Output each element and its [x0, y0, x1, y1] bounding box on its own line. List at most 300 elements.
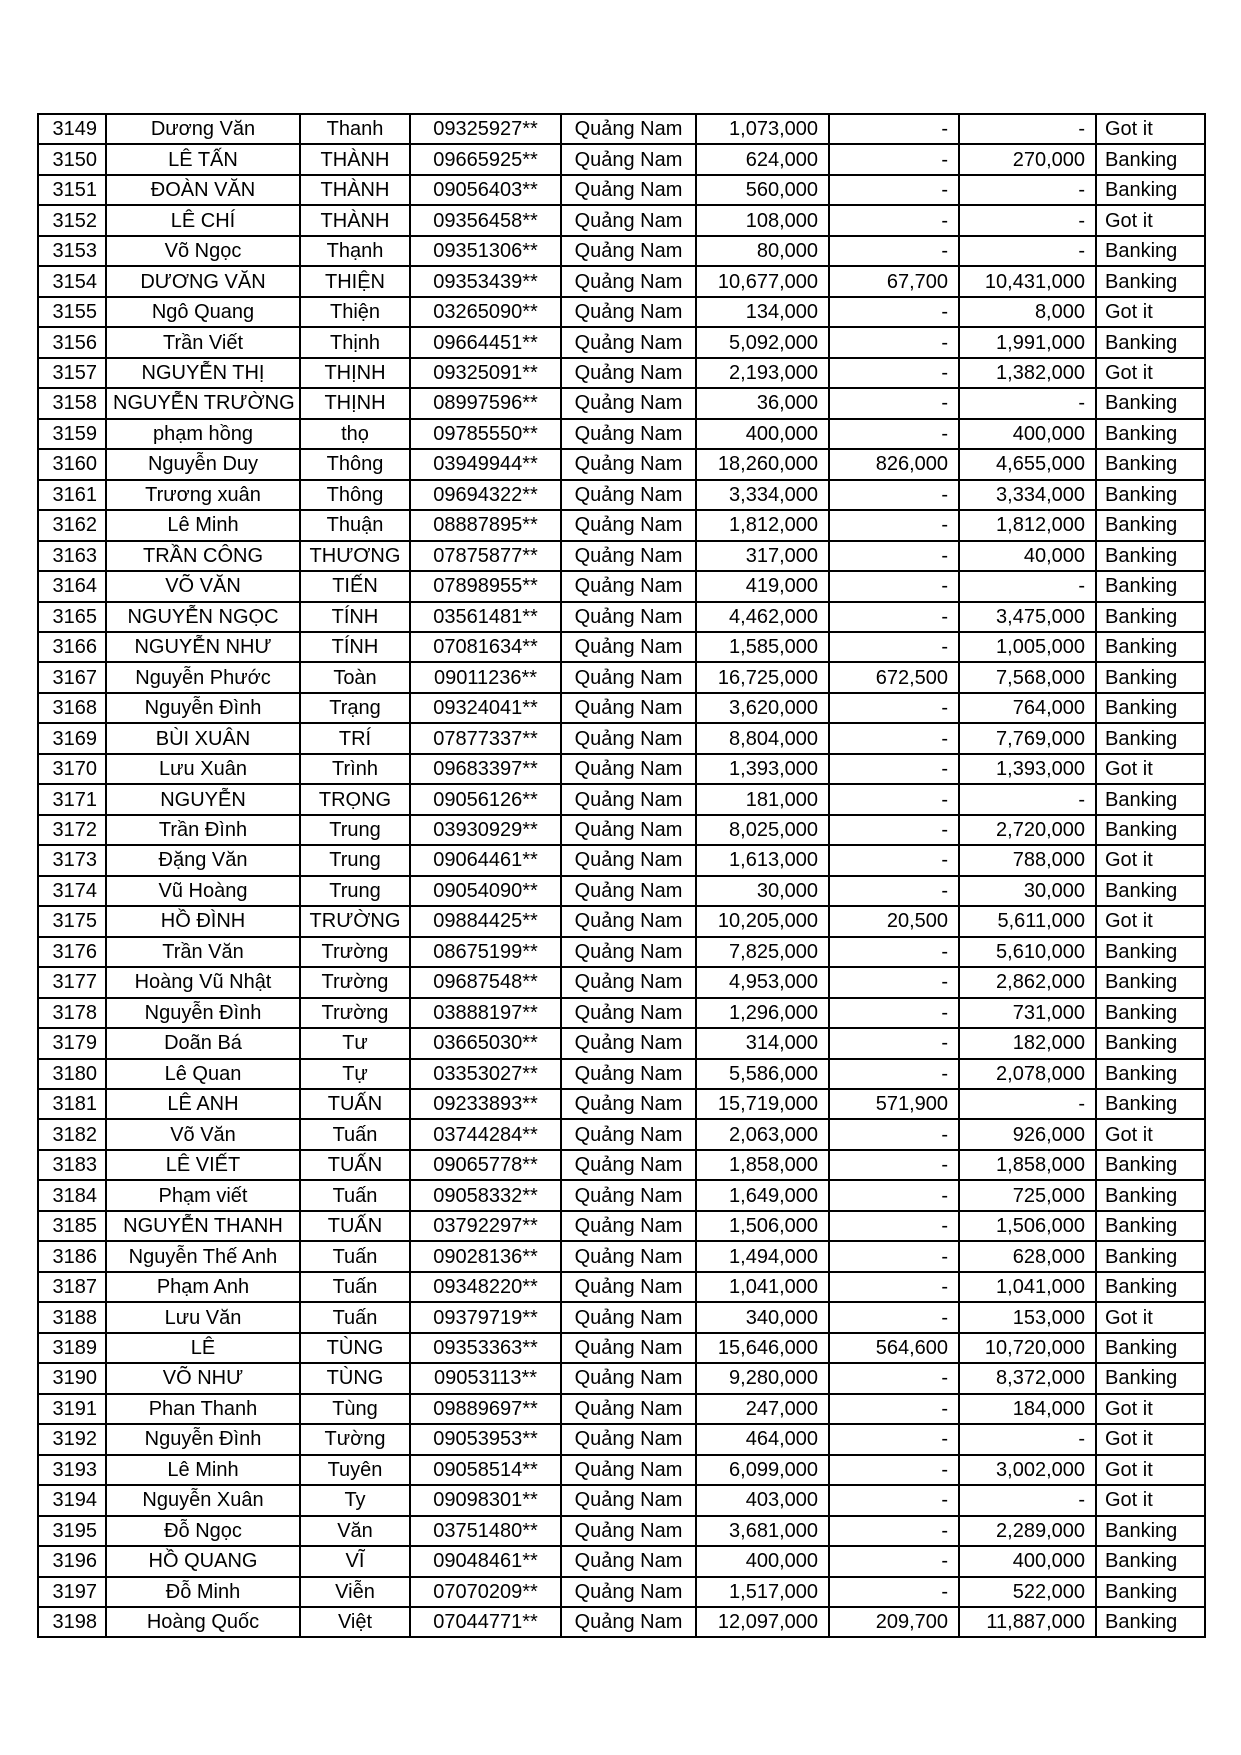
amount-3-cell: 1,393,000: [959, 754, 1096, 784]
row-id-cell: 3183: [38, 1150, 106, 1180]
amount-2-cell: -: [829, 937, 959, 967]
province-cell: Quảng Nam: [561, 876, 696, 906]
row-id-cell: 3158: [38, 388, 106, 418]
amount-2-cell: -: [829, 1485, 959, 1515]
amount-1-cell: 108,000: [696, 205, 829, 235]
phone-cell: 09785550**: [410, 419, 561, 449]
amount-3-cell: 153,000: [959, 1302, 1096, 1332]
row-id-cell: 3154: [38, 266, 106, 296]
province-cell: Quảng Nam: [561, 1272, 696, 1302]
amount-1-cell: 30,000: [696, 876, 829, 906]
payment-method-cell: Banking: [1096, 967, 1205, 997]
last-name-cell: Tuấn: [300, 1241, 410, 1271]
first-name-cell: NGUYỄN NHƯ: [106, 632, 300, 662]
last-name-cell: TÙNG: [300, 1363, 410, 1393]
amount-3-cell: 8,000: [959, 297, 1096, 327]
amount-2-cell: 564,600: [829, 1333, 959, 1363]
payment-method-cell: Banking: [1096, 571, 1205, 601]
first-name-cell: Nguyễn Duy: [106, 449, 300, 479]
amount-1-cell: 80,000: [696, 236, 829, 266]
row-id-cell: 3152: [38, 205, 106, 235]
last-name-cell: THỊNH: [300, 358, 410, 388]
phone-cell: 09351306**: [410, 236, 561, 266]
amount-3-cell: 725,000: [959, 1180, 1096, 1210]
table-row: [38, 1119, 1205, 1149]
last-name-cell: TIẾN: [300, 571, 410, 601]
first-name-cell: Võ Ngọc: [106, 236, 300, 266]
amount-3-cell: 1,858,000: [959, 1150, 1096, 1180]
amount-3-cell: 2,720,000: [959, 815, 1096, 845]
amount-1-cell: 1,073,000: [696, 114, 829, 144]
amount-1-cell: 5,092,000: [696, 327, 829, 357]
row-id-cell: 3173: [38, 845, 106, 875]
first-name-cell: Nguyễn Đình: [106, 998, 300, 1028]
row-id-cell: 3191: [38, 1394, 106, 1424]
table-row: [38, 876, 1205, 906]
row-id-cell: 3151: [38, 175, 106, 205]
amount-1-cell: 464,000: [696, 1424, 829, 1454]
amount-2-cell: 20,500: [829, 906, 959, 936]
table-row: [38, 1424, 1205, 1454]
row-id-cell: 3189: [38, 1333, 106, 1363]
phone-cell: 07070209**: [410, 1577, 561, 1607]
amount-2-cell: -: [829, 1424, 959, 1454]
amount-3-cell: 1,991,000: [959, 327, 1096, 357]
row-id-cell: 3195: [38, 1516, 106, 1546]
province-cell: Quảng Nam: [561, 967, 696, 997]
first-name-cell: NGUYỄN: [106, 784, 300, 814]
province-cell: Quảng Nam: [561, 236, 696, 266]
phone-cell: 09233893**: [410, 1089, 561, 1119]
table-row: [38, 998, 1205, 1028]
amount-2-cell: -: [829, 1119, 959, 1149]
amount-2-cell: -: [829, 297, 959, 327]
payment-method-cell: Banking: [1096, 236, 1205, 266]
phone-cell: 09348220**: [410, 1272, 561, 1302]
amount-3-cell: 5,611,000: [959, 906, 1096, 936]
province-cell: Quảng Nam: [561, 1455, 696, 1485]
row-id-cell: 3165: [38, 602, 106, 632]
first-name-cell: HỒ QUANG: [106, 1546, 300, 1576]
phone-cell: 09694322**: [410, 480, 561, 510]
first-name-cell: LÊ VIẾT: [106, 1150, 300, 1180]
table-row: [38, 419, 1205, 449]
payment-method-cell: Got it: [1096, 1455, 1205, 1485]
row-id-cell: 3177: [38, 967, 106, 997]
table-row: [38, 1272, 1205, 1302]
row-id-cell: 3178: [38, 998, 106, 1028]
amount-1-cell: 403,000: [696, 1485, 829, 1515]
province-cell: Quảng Nam: [561, 1607, 696, 1637]
first-name-cell: Đỗ Minh: [106, 1577, 300, 1607]
amount-2-cell: -: [829, 571, 959, 601]
amount-1-cell: 8,804,000: [696, 723, 829, 753]
first-name-cell: Nguyễn Đình: [106, 693, 300, 723]
amount-1-cell: 15,719,000: [696, 1089, 829, 1119]
first-name-cell: Võ Văn: [106, 1119, 300, 1149]
province-cell: Quảng Nam: [561, 998, 696, 1028]
row-id-cell: 3150: [38, 144, 106, 174]
table-row: [38, 266, 1205, 296]
last-name-cell: Trung: [300, 845, 410, 875]
table-row: [38, 906, 1205, 936]
phone-cell: 03665030**: [410, 1028, 561, 1058]
amount-2-cell: -: [829, 1150, 959, 1180]
province-cell: Quảng Nam: [561, 388, 696, 418]
last-name-cell: TRÍ: [300, 723, 410, 753]
row-id-cell: 3194: [38, 1485, 106, 1515]
payment-method-cell: Banking: [1096, 388, 1205, 418]
amount-3-cell: 764,000: [959, 693, 1096, 723]
amount-1-cell: 1,041,000: [696, 1272, 829, 1302]
amount-2-cell: -: [829, 1059, 959, 1089]
payment-method-cell: Banking: [1096, 510, 1205, 540]
last-name-cell: THIỆN: [300, 266, 410, 296]
row-id-cell: 3169: [38, 723, 106, 753]
phone-cell: 09379719**: [410, 1302, 561, 1332]
amount-2-cell: -: [829, 845, 959, 875]
first-name-cell: Nguyễn Xuân: [106, 1485, 300, 1515]
amount-1-cell: 1,393,000: [696, 754, 829, 784]
row-id-cell: 3179: [38, 1028, 106, 1058]
last-name-cell: THỊNH: [300, 388, 410, 418]
amount-2-cell: -: [829, 1241, 959, 1271]
amount-3-cell: 182,000: [959, 1028, 1096, 1058]
table-row: [38, 602, 1205, 632]
amount-3-cell: 1,812,000: [959, 510, 1096, 540]
province-cell: Quảng Nam: [561, 1119, 696, 1149]
payment-method-cell: Banking: [1096, 1150, 1205, 1180]
amount-2-cell: 571,900: [829, 1089, 959, 1119]
amount-2-cell: -: [829, 236, 959, 266]
table-row: [38, 175, 1205, 205]
province-cell: Quảng Nam: [561, 632, 696, 662]
payment-method-cell: Got it: [1096, 205, 1205, 235]
amount-2-cell: -: [829, 144, 959, 174]
data-sheet: [37, 113, 1204, 1638]
last-name-cell: Ty: [300, 1485, 410, 1515]
amount-3-cell: -: [959, 114, 1096, 144]
province-cell: Quảng Nam: [561, 1394, 696, 1424]
amount-3-cell: -: [959, 205, 1096, 235]
table-row: [38, 205, 1205, 235]
phone-cell: 03949944**: [410, 449, 561, 479]
row-id-cell: 3163: [38, 541, 106, 571]
row-id-cell: 3180: [38, 1059, 106, 1089]
last-name-cell: Trạng: [300, 693, 410, 723]
amount-3-cell: 10,431,000: [959, 266, 1096, 296]
amount-1-cell: 4,462,000: [696, 602, 829, 632]
last-name-cell: Trường: [300, 998, 410, 1028]
first-name-cell: Đặng Văn: [106, 845, 300, 875]
amount-2-cell: -: [829, 175, 959, 205]
phone-cell: 07081634**: [410, 632, 561, 662]
table-row: [38, 693, 1205, 723]
first-name-cell: Ngô Quang: [106, 297, 300, 327]
payment-method-cell: Got it: [1096, 845, 1205, 875]
payment-method-cell: Banking: [1096, 1028, 1205, 1058]
payment-method-cell: Banking: [1096, 327, 1205, 357]
amount-1-cell: 400,000: [696, 419, 829, 449]
amount-3-cell: 3,334,000: [959, 480, 1096, 510]
table-row: [38, 815, 1205, 845]
row-id-cell: 3197: [38, 1577, 106, 1607]
province-cell: Quảng Nam: [561, 1089, 696, 1119]
phone-cell: 09356458**: [410, 205, 561, 235]
last-name-cell: THÀNH: [300, 175, 410, 205]
province-cell: Quảng Nam: [561, 327, 696, 357]
first-name-cell: Trần Đình: [106, 815, 300, 845]
amount-1-cell: 10,205,000: [696, 906, 829, 936]
amount-2-cell: -: [829, 784, 959, 814]
first-name-cell: Nguyễn Đình: [106, 1424, 300, 1454]
amount-1-cell: 560,000: [696, 175, 829, 205]
payment-method-cell: Banking: [1096, 1333, 1205, 1363]
amount-2-cell: -: [829, 1363, 959, 1393]
last-name-cell: Trung: [300, 815, 410, 845]
last-name-cell: Thạnh: [300, 236, 410, 266]
phone-cell: 09884425**: [410, 906, 561, 936]
table-row: [38, 144, 1205, 174]
amount-1-cell: 1,585,000: [696, 632, 829, 662]
last-name-cell: Thuận: [300, 510, 410, 540]
amount-2-cell: -: [829, 815, 959, 845]
payment-method-cell: Banking: [1096, 602, 1205, 632]
payment-method-cell: Banking: [1096, 1516, 1205, 1546]
amount-2-cell: -: [829, 1455, 959, 1485]
amount-3-cell: 30,000: [959, 876, 1096, 906]
payment-method-cell: Banking: [1096, 419, 1205, 449]
province-cell: Quảng Nam: [561, 754, 696, 784]
table-row: [38, 1607, 1205, 1637]
payment-method-cell: Got it: [1096, 1394, 1205, 1424]
amount-1-cell: 400,000: [696, 1546, 829, 1576]
table-row: [38, 1455, 1205, 1485]
table-row: [38, 388, 1205, 418]
payment-method-cell: Banking: [1096, 723, 1205, 753]
province-cell: Quảng Nam: [561, 845, 696, 875]
amount-3-cell: 3,002,000: [959, 1455, 1096, 1485]
amount-2-cell: -: [829, 541, 959, 571]
amount-2-cell: -: [829, 1028, 959, 1058]
last-name-cell: TÍNH: [300, 602, 410, 632]
payment-method-cell: Got it: [1096, 1119, 1205, 1149]
table-row: [38, 784, 1205, 814]
amount-2-cell: -: [829, 419, 959, 449]
amount-2-cell: -: [829, 327, 959, 357]
amount-2-cell: -: [829, 1577, 959, 1607]
payment-method-cell: Banking: [1096, 449, 1205, 479]
table-row: [38, 1028, 1205, 1058]
amount-1-cell: 2,063,000: [696, 1119, 829, 1149]
last-name-cell: Tuấn: [300, 1119, 410, 1149]
first-name-cell: Vũ Hoàng: [106, 876, 300, 906]
first-name-cell: LÊ ANH: [106, 1089, 300, 1119]
amount-1-cell: 1,613,000: [696, 845, 829, 875]
amount-1-cell: 8,025,000: [696, 815, 829, 845]
first-name-cell: Lưu Xuân: [106, 754, 300, 784]
last-name-cell: Thông: [300, 449, 410, 479]
row-id-cell: 3184: [38, 1180, 106, 1210]
province-cell: Quảng Nam: [561, 1485, 696, 1515]
payment-method-cell: Banking: [1096, 1211, 1205, 1241]
province-cell: Quảng Nam: [561, 662, 696, 692]
phone-cell: 09056403**: [410, 175, 561, 205]
phone-cell: 09053953**: [410, 1424, 561, 1454]
last-name-cell: Thịnh: [300, 327, 410, 357]
amount-3-cell: 5,610,000: [959, 937, 1096, 967]
row-id-cell: 3166: [38, 632, 106, 662]
last-name-cell: Việt: [300, 1607, 410, 1637]
first-name-cell: Hoàng Vũ Nhật: [106, 967, 300, 997]
amount-1-cell: 624,000: [696, 144, 829, 174]
amount-2-cell: -: [829, 388, 959, 418]
amount-3-cell: 788,000: [959, 845, 1096, 875]
last-name-cell: Tự: [300, 1059, 410, 1089]
province-cell: Quảng Nam: [561, 784, 696, 814]
amount-1-cell: 314,000: [696, 1028, 829, 1058]
payment-method-cell: Got it: [1096, 358, 1205, 388]
last-name-cell: Viễn: [300, 1577, 410, 1607]
table-row: [38, 1394, 1205, 1424]
phone-cell: 09353439**: [410, 266, 561, 296]
amount-1-cell: 1,858,000: [696, 1150, 829, 1180]
province-cell: Quảng Nam: [561, 358, 696, 388]
phone-cell: 09889697**: [410, 1394, 561, 1424]
amount-2-cell: 209,700: [829, 1607, 959, 1637]
phone-cell: 09683397**: [410, 754, 561, 784]
first-name-cell: Hoàng Quốc: [106, 1607, 300, 1637]
table-row: [38, 510, 1205, 540]
amount-3-cell: 926,000: [959, 1119, 1096, 1149]
last-name-cell: TÍNH: [300, 632, 410, 662]
province-cell: Quảng Nam: [561, 571, 696, 601]
first-name-cell: DƯƠNG VĂN: [106, 266, 300, 296]
last-name-cell: THÀNH: [300, 205, 410, 235]
table-row: [38, 1546, 1205, 1576]
province-cell: Quảng Nam: [561, 1424, 696, 1454]
amount-1-cell: 4,953,000: [696, 967, 829, 997]
first-name-cell: NGUYỄN TRƯỜNG: [106, 388, 300, 418]
province-cell: Quảng Nam: [561, 1241, 696, 1271]
table-row: [38, 236, 1205, 266]
first-name-cell: Nguyễn Phước: [106, 662, 300, 692]
last-name-cell: THÀNH: [300, 144, 410, 174]
amount-3-cell: 400,000: [959, 419, 1096, 449]
amount-1-cell: 36,000: [696, 388, 829, 418]
payment-method-cell: Banking: [1096, 1241, 1205, 1271]
phone-cell: 09058332**: [410, 1180, 561, 1210]
amount-3-cell: -: [959, 784, 1096, 814]
last-name-cell: Thông: [300, 480, 410, 510]
phone-cell: 07044771**: [410, 1607, 561, 1637]
amount-2-cell: -: [829, 114, 959, 144]
amount-2-cell: -: [829, 205, 959, 235]
table-row: [38, 1211, 1205, 1241]
first-name-cell: Dương Văn: [106, 114, 300, 144]
phone-cell: 09324041**: [410, 693, 561, 723]
last-name-cell: TRƯỜNG: [300, 906, 410, 936]
amount-1-cell: 1,506,000: [696, 1211, 829, 1241]
amount-3-cell: 7,769,000: [959, 723, 1096, 753]
first-name-cell: BÙI XUÂN: [106, 723, 300, 753]
province-cell: Quảng Nam: [561, 1363, 696, 1393]
amount-3-cell: 522,000: [959, 1577, 1096, 1607]
phone-cell: 08675199**: [410, 937, 561, 967]
payment-method-cell: Banking: [1096, 662, 1205, 692]
first-name-cell: Phạm Anh: [106, 1272, 300, 1302]
row-id-cell: 3160: [38, 449, 106, 479]
first-name-cell: NGUYỄN THỊ: [106, 358, 300, 388]
amount-2-cell: 67,700: [829, 266, 959, 296]
payment-method-cell: Banking: [1096, 784, 1205, 814]
amount-2-cell: -: [829, 358, 959, 388]
first-name-cell: Doãn Bá: [106, 1028, 300, 1058]
row-id-cell: 3185: [38, 1211, 106, 1241]
first-name-cell: HỒ ĐÌNH: [106, 906, 300, 936]
row-id-cell: 3196: [38, 1546, 106, 1576]
amount-3-cell: 11,887,000: [959, 1607, 1096, 1637]
first-name-cell: LÊ: [106, 1333, 300, 1363]
row-id-cell: 3176: [38, 937, 106, 967]
table-row: [38, 1302, 1205, 1332]
row-id-cell: 3192: [38, 1424, 106, 1454]
table-row: [38, 632, 1205, 662]
first-name-cell: LÊ TẤN: [106, 144, 300, 174]
phone-cell: 09065778**: [410, 1150, 561, 1180]
amount-1-cell: 1,649,000: [696, 1180, 829, 1210]
last-name-cell: Tùng: [300, 1394, 410, 1424]
payment-method-cell: Banking: [1096, 480, 1205, 510]
province-cell: Quảng Nam: [561, 693, 696, 723]
amount-2-cell: -: [829, 967, 959, 997]
first-name-cell: phạm hồng: [106, 419, 300, 449]
province-cell: Quảng Nam: [561, 937, 696, 967]
payment-method-cell: Got it: [1096, 1485, 1205, 1515]
last-name-cell: TUẤN: [300, 1089, 410, 1119]
payment-method-cell: Banking: [1096, 1059, 1205, 1089]
amount-1-cell: 181,000: [696, 784, 829, 814]
row-id-cell: 3164: [38, 571, 106, 601]
amount-2-cell: -: [829, 1272, 959, 1302]
row-id-cell: 3188: [38, 1302, 106, 1332]
table-row: [38, 723, 1205, 753]
phone-cell: 09687548**: [410, 967, 561, 997]
amount-1-cell: 7,825,000: [696, 937, 829, 967]
amount-3-cell: -: [959, 388, 1096, 418]
province-cell: Quảng Nam: [561, 1546, 696, 1576]
payment-method-cell: Banking: [1096, 815, 1205, 845]
table-body: [38, 114, 1205, 1637]
amount-2-cell: -: [829, 1180, 959, 1210]
last-name-cell: Trường: [300, 937, 410, 967]
row-id-cell: 3175: [38, 906, 106, 936]
province-cell: Quảng Nam: [561, 297, 696, 327]
table-row: [38, 754, 1205, 784]
row-id-cell: 3171: [38, 784, 106, 814]
amount-2-cell: -: [829, 754, 959, 784]
phone-cell: 08997596**: [410, 388, 561, 418]
table-row: [38, 937, 1205, 967]
amount-1-cell: 1,494,000: [696, 1241, 829, 1271]
amount-1-cell: 18,260,000: [696, 449, 829, 479]
table-row: [38, 1241, 1205, 1271]
amount-3-cell: -: [959, 1089, 1096, 1119]
table-row: [38, 327, 1205, 357]
first-name-cell: LÊ CHÍ: [106, 205, 300, 235]
row-id-cell: 3181: [38, 1089, 106, 1119]
amount-2-cell: -: [829, 1516, 959, 1546]
